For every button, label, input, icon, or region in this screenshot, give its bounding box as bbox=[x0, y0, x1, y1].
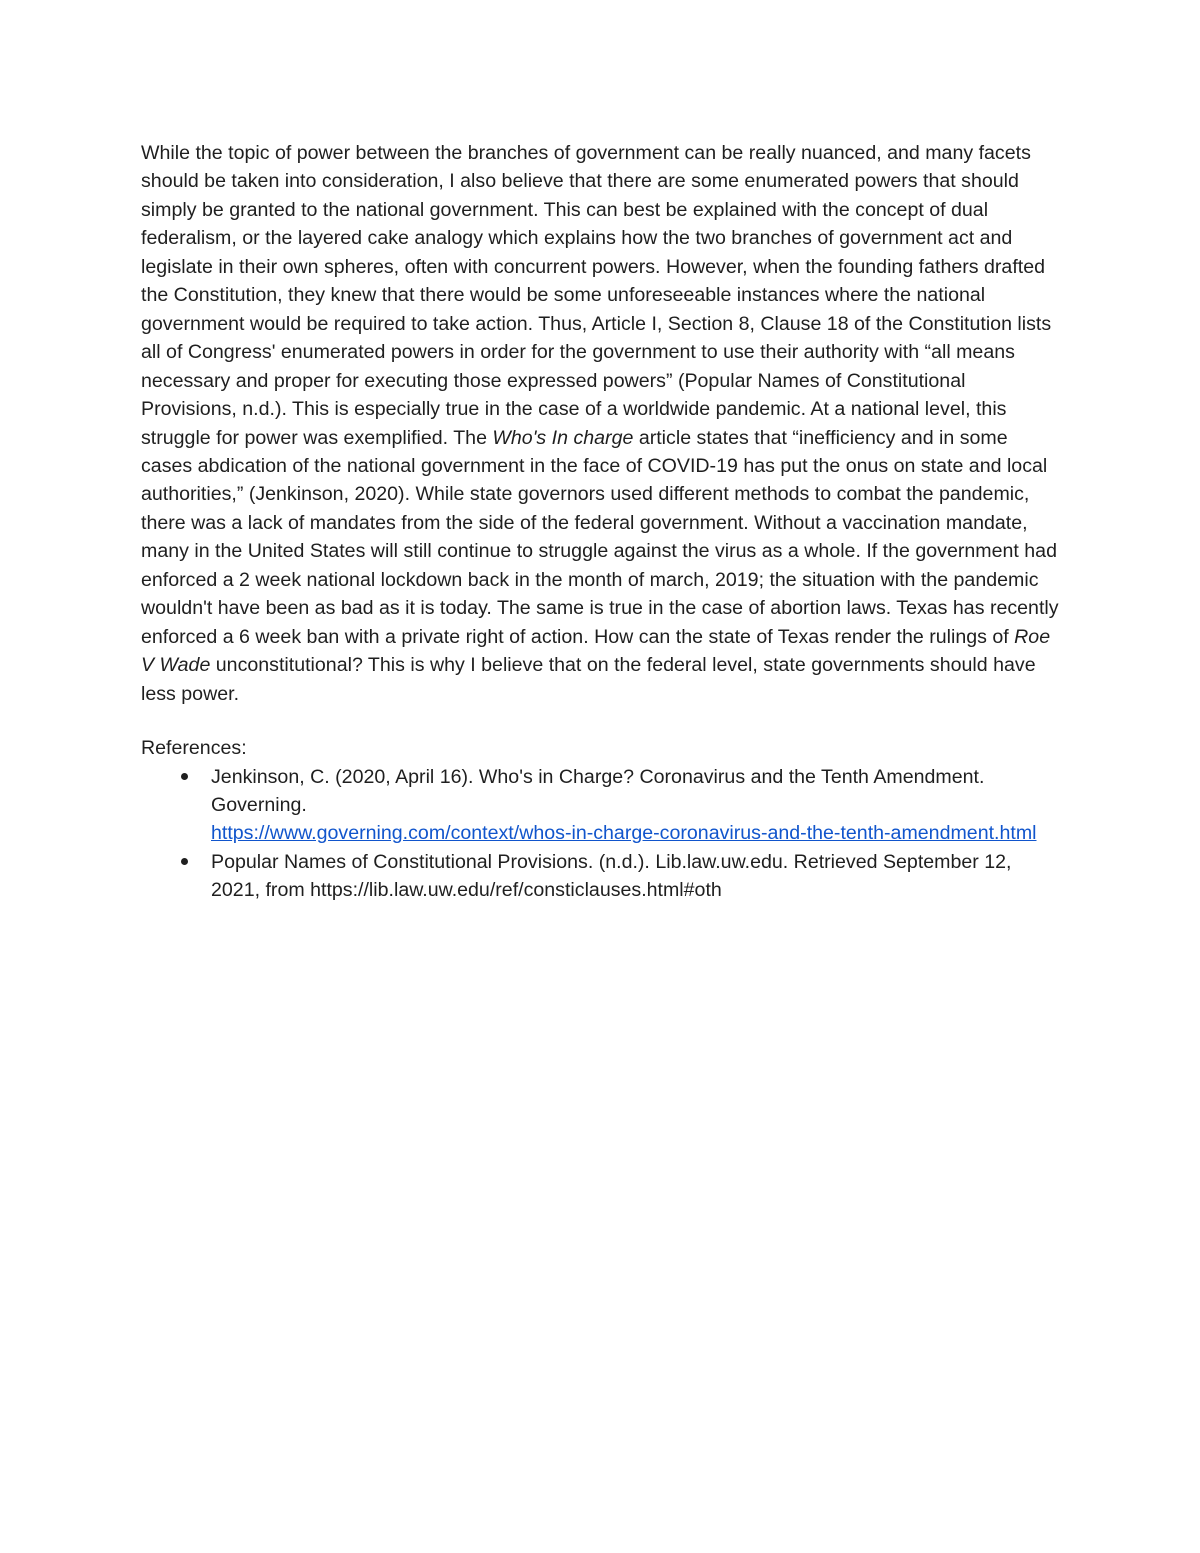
case-name-italic: Roe V Wade bbox=[141, 625, 1051, 677]
bullet-icon bbox=[181, 858, 188, 865]
body-text-part-2: article states that “inefficiency and in some cases abdication of the national government in the face of COVID-19 has put the onus on state and local authorities,” (Jenkinson, 2020). While state governors used different methods to combat the pandemic, there was a lack of mandates from the side of the federal government. Without a vaccination mandate, many in the United States will still continue to struggle against the virus as a whole. If the government had enforced a 2 week national lockdown back in the month of march, 2019; the situation with the pandemic wouldn't have been as bad as it is today. The same is true in the case of abortion laws. Texas has recently enforced a 6 week ban with a private right of action. How can the state of Texas render the rulings of bbox=[141, 426, 1059, 648]
document-content bbox=[141, 139, 1061, 905]
body-text-part-1: While the topic of power between the branches of government can be really nuanced, and many facets should be taken into consideration, I also believe that there are some enumerated powers that should simply be granted to the national government. This can best be explained with the concept of dual federalism, or the layered cake analogy which explains how the two branches of government act and legislate in their own spheres, often with concurrent powers. However, when the founding fathers drafted the Constitution, they knew that there would be some unforeseeable instances where the national government would be required to take action. Thus, Article I, Section 8, Clause 18 of the Constitution lists all of Congress' enumerated powers in order for the government to use their authority with “all means necessary and proper for executing those expressed powers” (Popular Names of Constitutional Provisions, n.d.). This is especially true in the case of a worldwide pandemic. At a national level, this struggle for power was exemplified. The bbox=[141, 142, 1052, 449]
references-list bbox=[141, 763, 1061, 905]
reference-item bbox=[141, 848, 1061, 905]
reference-text: Jenkinson, C. (2020, April 16). Who's in Charge? Coronavirus and the Tenth Amendment. Governing. bbox=[211, 765, 985, 816]
reference-link[interactable]: https://www.governing.com/context/whos-in-charge-coronavirus-and-the-tenth-amendment.html bbox=[211, 822, 1037, 845]
reference-text: Popular Names of Constitutional Provisions. (n.d.). Lib.law.uw.edu. Retrieved September 12, 2021, from https://lib.law.uw.edu/ref/consticlauses.html#oth bbox=[211, 850, 1012, 902]
reference-item bbox=[141, 763, 1061, 848]
references-heading: References: bbox=[141, 737, 247, 760]
article-title-italic: Who's In charge bbox=[492, 426, 634, 449]
bullet-icon bbox=[181, 773, 188, 780]
body-text-part-3: unconstitutional? This is why I believe that on the federal level, state governments should have less power. bbox=[141, 654, 1036, 705]
body-paragraph bbox=[141, 139, 1061, 708]
